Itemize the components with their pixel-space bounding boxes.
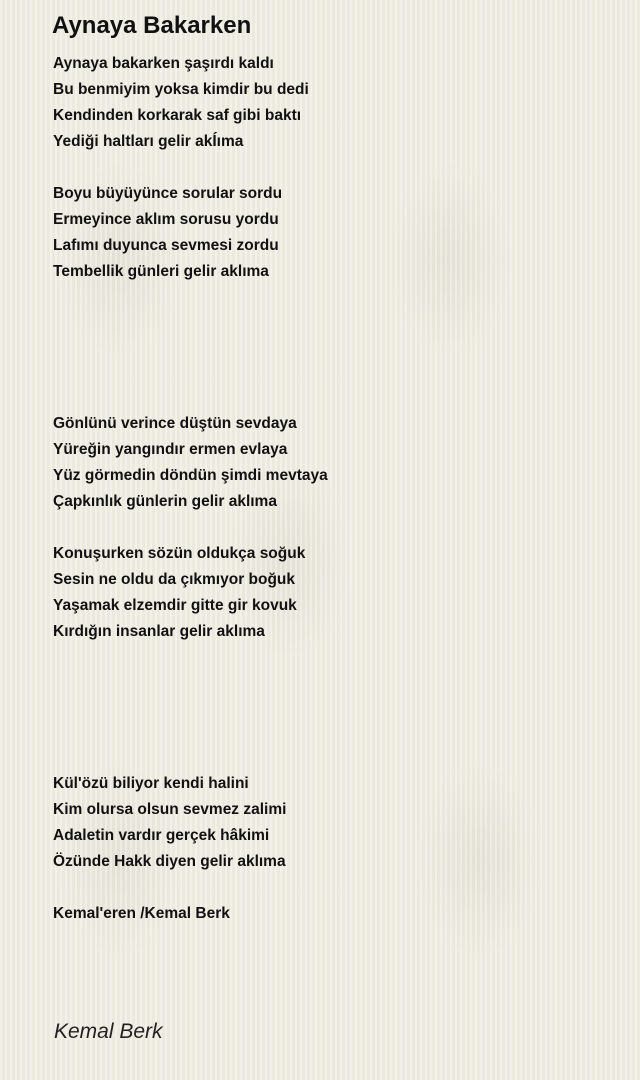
stanza-4 xyxy=(53,541,305,645)
poem-line: Kırdığın insanlar gelir aklıma xyxy=(53,623,265,640)
poem-line: Aynaya bakarken şaşırdı kaldı xyxy=(53,55,274,72)
poem-line: Yaşamak elzemdir gitte gir kovuk xyxy=(53,597,297,614)
poem-line: Gönlünü verince düştün sevdaya xyxy=(53,415,297,432)
poem-line: Yüreğin yangındır ermen evlaya xyxy=(53,441,288,458)
stanza-2 xyxy=(53,181,282,285)
poem-line: Ermeyince aklım sorusu yordu xyxy=(53,211,279,228)
stanza-1 xyxy=(53,51,309,155)
poem-line: Kendinden korkarak saf gibi baktı xyxy=(53,107,302,124)
poem-title: Aynaya Bakarken xyxy=(52,12,252,39)
poem-line: Boyu büyüyünce sorular sordu xyxy=(53,185,283,202)
poem-line: Tembellik günleri gelir aklıma xyxy=(53,263,269,280)
author-name: Kemal Berk xyxy=(54,1020,163,1043)
poem-line: Yüz görmedin döndün şimdi mevtaya xyxy=(53,467,328,484)
poem-line: Bu benmiyim yoksa kimdir bu dedi xyxy=(53,81,309,98)
stanza-3 xyxy=(53,411,328,515)
poem-line: Sesin ne oldu da çıkmıyor boğuk xyxy=(53,571,296,588)
poem-line: Lafımı duyunca sevmesi zordu xyxy=(53,237,279,254)
poem-signature: Kemal'eren /Kemal Berk xyxy=(53,905,230,922)
poem-line: Adaletin vardır gerçek hâkimi xyxy=(53,827,270,844)
poem-line: Çapkınlık günlerin gelir aklıma xyxy=(53,493,277,510)
poem-line: Kül'özü biliyor kendi halini xyxy=(53,775,249,792)
poem-line: Kim olursa olsun sevmez zalimi xyxy=(53,801,287,818)
stanza-5 xyxy=(53,771,286,875)
poem-line: Konuşurken sözün oldukça soğuk xyxy=(53,545,306,562)
poem-line: Özünde Hakk diyen gelir aklıma xyxy=(53,853,286,870)
poem-line: Yediği haltları gelir akÍıma xyxy=(53,133,244,150)
